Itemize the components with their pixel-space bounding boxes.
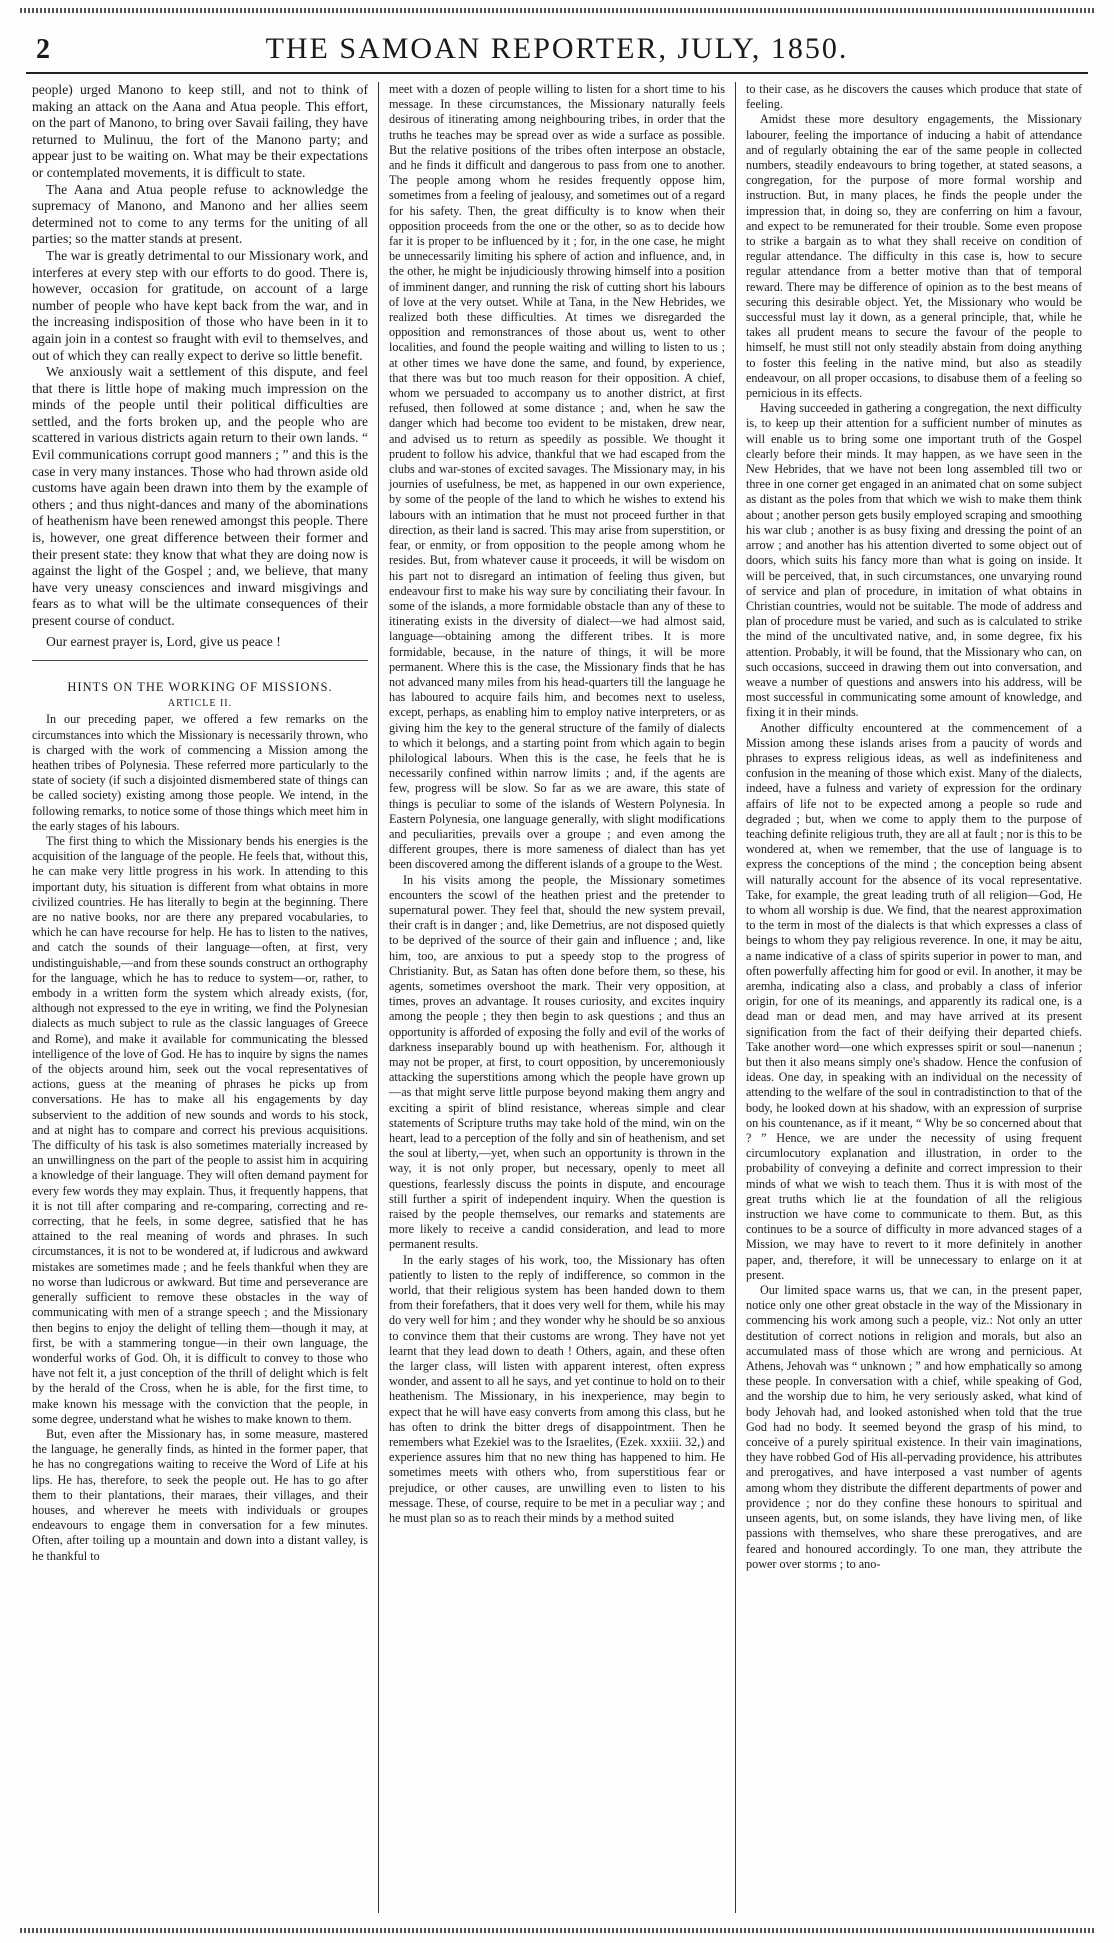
article-label: ARTICLE II.: [167, 697, 233, 709]
text-columns: [22, 82, 1092, 1913]
top-decorative-rule: [20, 8, 1094, 13]
paragraph: to their case, as he discovers the causes which produce that state of feeling.: [746, 82, 1082, 112]
paragraph: In our preceding paper, we offered a few remarks on the circumstances into which the Missionary is necessarily thrown, who is charged with the work of commencing a Mission among the heathen tribes of Polynesia. These referred more particularly to the state of society (if such a disjointed dismembered state of things can be called society) existing among those people. We intend, in the following remarks, to notice some of those things which meet him in the early stages of his labours.: [32, 712, 368, 833]
section-divider: [32, 660, 368, 661]
paragraph: The Aana and Atua people refuse to acknowledge the supremacy of Manono, and Manono and her allies seem determined not to come to any terms for the uniting of all parties; so the matter stands at present.: [32, 181, 368, 247]
paragraph: Another difficulty encountered at the commencement of a Mission among these islands arises from a paucity of words and phrases to express religious ideas, as well as indefiniteness and confusion in the meaning of those which exist. Many of the dialects, indeed, have a fulness and variety of expression for the ordinary affairs of life not to be expected among a people so rude and degraded ; but, when we come to apply them to the purpose of teaching definite religious truth, they are all at fault ; nor is this to be wondered at, when we remember, that the use of language is to express the conceptions of the mind ; the conception being absent will naturally account for the absence of its vocal representative. Take, for example, the great leading truth of all religion—God, He to whom all worship is due. We find, that the nearest approximation to the term in most of the dialects is that which expresses a class of beings to whom they pay religious reverence. In one, it may be aitu, a name indicative of a class of spirits superior in power to man, and often powerfully affecting him for good or evil. In another, it may be aremha, indicating also a class, and probably a class of inferior origin, for one of its meanings, and apparently its radical one, is a dead man or dead men, and may have arrived at its present signification from the fact of their deifying their departed chiefs. Take another word—one which expresses spirit or soul—nanenun ; but then it also means simply one's shadow. Hence the confusion of ideas. One day, in speaking with an individual on the necessity of attending to the welfare of the soul in contradistinction to that of the body, he looked down at his shadow, with an expression of surprise on his countenance, as if it meant, “ Why be so concerned about that ? ” Hence, we are under the necessity of using frequent circumlocutory explanation and illustration, in order to the probability of conveying a definite and correct impression to their minds of what we wish to teach them. Thus it is with most of the great truths which lie at the foundation of all the religious instruction we have come to communicate to them. But, as this continues to be a source of difficulty in more advanced stages of a Mission, we may have to revert to it more definitely in another paper, and, therefore, it will be unnecessary to enlarge on it at present.: [746, 720, 1082, 1282]
article-body: [32, 712, 368, 1563]
paragraph: Our limited space warns us, that we can, in the present paper, notice only one other great obstacle in the way of the Missionary in commencing his work among such a people, viz.: Not only an utter destitution of correct notions in religion and morals, but also an accumulated mass of those which are wrong and pernicious. At Athens, Jehovah was “ unknown ; ” and how emphatically so among these people. In conversation with a chief, while speaking of God, and the worship due to him, he very seriously asked, what kind of body Jehovah had, and looked astonished when told that the true God had no body. It seemed beyond the grasp of his mind, to conceive of a purely spiritual existence. In their vain imaginations, they have robbed God of His all-pervading providence, his attributes and prerogatives, and have interposed a vast number of agents among whom they distribute the different departments of power and providence ; nor do they confine these honours to spiritual and unseen agents, but, on some islands, they have living men, of like passions with themselves, who share these prerogatives, and are feared and honoured accordingly. To one man, they attribute the power over storms ; to ano-: [746, 1283, 1082, 1571]
paragraph: The first thing to which the Missionary bends his energies is the acquisition of the language of the people. He feels that, without this, he can make very little progress in his work. In attending to this important duty, his situation is different from what obtains in more civilized countries. He has literally to begin at the beginning. There are no native books, nor are there any prepared vocabularies, to which he can have recourse for help. He has to listen to the natives, and catch the sounds of their language—often, at first, very undistinguishable,—and from these sounds construct an orthography for the language, which he has to reduce to system—or, rather, to embody in a written form the system which already exists, (for, although not expressed to the eye in writing, we find the Polynesian dialects as much subject to rule as the classic languages of Greece and Rome), and make it available for communicating the blessed intelligence of the love of God. He has to inquire by signs the names of the objects around him, seek out the vocal representatives of actions, guess at the meaning of phrases he picks up from conversations. He has to make all his engagements by day subservient to the addition of new sounds and words to his stock, and at night has to compare and correct his previous acquisitions. The difficulty of his task is also sometimes materially increased by an unwillingness on the part of the people to assist him in acquiring a knowledge of their language. They will often demand payment for every few words they may explain. Thus, it frequently happens, that it is not till after comparing and re-comparing, correcting and re-correcting, that he feels, in some degree, satisfied that he has attained to the real meaning of words and phrases. In such circumstances, it is not to be wondered at, if ludicrous and awkward mistakes are sometimes made ; and he feels thankful when they are no worse than ludicrous or awkward. But time and perseverance are generally sufficient to remove these obstacles in the way of communicating with men of a strange speech ; and the Missionary then begins to enjoy the delight of telling them—though it may, at first, be with a stammering tongue—in their own language, the wonderful works of God. Oh, it is difficult to convey to those who have not felt it, a just conception of the thrill of delight which is felt by the herald of the Cross, when he is able, for the first time, to make known his message with the conviction that the people, in some degree, understand what he wishes to make known to them.: [32, 834, 368, 1426]
paragraph: In the early stages of his work, too, the Missionary has often patiently to listen to the reply of indifference, so common in the world, that their religious system has been handed down to them from their forefathers, that it does very well for them, while his may do very well for him ; and they wonder why he should be so anxious to convince them that their customs are wrong. They have not yet learnt that they lead down to death ! Others, again, and these often the larger class, will listen with apparent interest, often express wonder, and assent to all he says, and yet continue to hold on to their heathenism. The Missionary, in his inexperience, may begin to expect that he will have easy converts from among this class, but he has often to drink the bitter dregs of disappointment. Then he remembers what Ezekiel was to the Israelites, (Ezek. xxxiii. 32,) and experience assures him that no new thing has happened to him. He sometimes meets with others who, from superstitious fear or prejudice, or other causes, are unwilling even to listen to his message. These, of course, require to be met in a peculiar way ; and he must plan so as to reach their minds by a method suited: [389, 1252, 725, 1526]
masthead-title: THE SAMOAN REPORTER, JULY, 1850.: [265, 32, 849, 65]
column-2: [378, 82, 735, 1913]
paragraph: In his visits among the people, the Missionary sometimes encounters the scowl of the heathen priest and the pretender to supernatural power. They feel that, should the new system prevail, their craft is in danger ; and, like Demetrius, are not disposed quietly to be deprived of the source of their gain and influence ; and, like him, too, are anxious to put a speedy stop to the progress of Christianity. But, as Satan has often done before them, so these, his agents, sometimes overshoot the mark. Their very opposition, at times, proves an advantage. It rouses curiosity, and excites inquiry among the people ; they then begin to ask questions ; and thus an opportunity is afforded of exposing the folly and evil of the works of darkness inseparably bound up with heathenism. For, although it may not be proper, at first, to court opposition, by unceremoniously attacking the superstitions among which the people have grown up—as that might serve little purpose beyond making them angry and exciting a spirit of blind resistance, whereas simple and clear statements of Scripture truths may take hold of the mind, win on the heart, lead to a perception of the folly and sin of heathenism, and set the soul at liberty,—yet, when such an opportunity is thrown in the way, it is not only proper, but necessary, openly to meet all questions, fearlessly discuss the points in dispute, and encourage still further a spirit of independent inquiry. When the question is raised by the people themselves, our remarks and statements are more likely to receive a candid consideration, and lead to more permanent results.: [389, 872, 725, 1252]
paragraph: But, even after the Missionary has, in some measure, mastered the language, he generally finds, as hinted in the former paper, that he has no congregations waiting to receive the Word of Life at his lips. He has, therefore, to seek the people out. He has to go after them to their plantations, their maraes, their villages, and their houses, and wherever he meets with individuals or groupes endeavours to engage them in conversation for a few minutes. Often, after toiling up a mountain and down into a distant valley, is he thankful to: [32, 1426, 368, 1563]
paragraph: Amidst these more desultory engagements, the Missionary labourer, feeling the importance of inducing a habit of attendance and of regularly obtaining the ear of the same people in collected numbers, steadily endeavours to bring together, at stated seasons, a congregation, for the purpose of more formal worship and instruction. But, in many places, he finds the people under the impression that, in doing so, they are conferring on him a favour, and expect to be remunerated for their trouble. Some even propose to strike a bargain as to what they shall receive on condition of regular attendance. The difficulty in this case is, how to secure regular attendance from a better motive than that of temporal reward. There may be difference of opinion as to the best means of securing this desirable object. Yet, the Missionary who would be successful must lay it down, as a general principle, that, while he takes all prudent means to secure the favour of the people to himself, he must still not only steadily abstain from doing anything to foster this feeling in the native mind, but also as steadily endeavour, on all proper occasions, to disabuse them of a feeling so pernicious in its effects.: [746, 112, 1082, 401]
bottom-decorative-rule: [20, 1928, 1094, 1933]
paragraph: people) urged Manono to keep still, and not to think of making an attack on the Aana and Atua people. This effort, on the part of Manono, to bring over Savaii failing, they have returned to Mulinuu, the fort of the Manono party; and appear just to be waiting on. What may be their expectations or contemplated movements, it is difficult to state.: [32, 82, 368, 180]
column-3: [735, 82, 1092, 1913]
section-title: HINTS ON THE WORKING OF MISSIONS.: [67, 680, 333, 695]
page-header: [26, 26, 1088, 74]
paragraph: We anxiously wait a settlement of this dispute, and feel that there is little hope of making much impression on the minds of the people until their political difficulties are settled, and the forts broken up, and the people who are scattered in various districts again return to their own lands. “ Evil communications corrupt good manners ; ” and this is the case in very many instances. Those who had thrown aside old customs have again been drawn into them by the example of others ; and thus night-dances and many of the abominations of heathenism have been renewed amongst this people. There is, however, one great difference between their former and their present state: they know that what they are doing now is against the light of the Gospel ; and, we believe, that many have very uneasy consciences and inward misgivings and fears as to what will be the ultimate consequences of their present course of conduct.: [32, 364, 368, 628]
column-1: [22, 82, 378, 1913]
paragraph: Having succeeded in gathering a congregation, the next difficulty is, to keep up their attention for a sufficient number of minutes as will enable us to bring some one important truth of the Gospel clearly before their minds. It may happen, as we have seen in the New Hebrides, that we have not been long assembled till two or three in one corner get engaged in an animated chat on some subject as distant as the poles from that which we wish to make them think about ; another person gets busily employed scraping and smoothing his war club ; another is as busy fixing and dressing the point of an arrow ; and another has his attention diverted to some object out of doors, which suits his fancy more than what is going on inside. It will be perceived, that, in such circumstances, one unvarying round of service and plan of procedure, in imitation of what obtains in Christian countries, would not be suitable. The mode of address and plan of procedure must be varied, and such as is calculated to strike the mind of the uncultivated native, and, in some degree, fix his attention. Probably, it will be found, that the Missionary who can, on such occasions, succeed in drawing them out into conversation, and weave a number of questions and answers into his address, will be most successful in communicating some amount of knowledge, and fixing it in their minds.: [746, 401, 1082, 720]
paragraph: meet with a dozen of people willing to listen for a short time to his message. In these circumstances, the Missionary naturally feels desirous of itinerating among neighbouring tribes, in order that the truths he teaches may be spread over as wide a surface as possible. But the relative positions of the tribes often interpose an obstacle, and he finds it difficult and dangerous to pass from one to another. The people among whom he resides frequently oppose him, sometimes from a feeling of jealousy, and sometimes out of a regard for his safety. Then, the great difficulty is to know when their opposition proceeds from the one or the other, so as to decide how far it is proper to be influenced by it ; for, in the one case, he might be unnecessarily limiting his sphere of action and influence, and, in the other, he might be injudiciously throwing himself into a position of imminent danger, and running the risk of cutting short his labours of love at the very outset. While at Tana, in the New Hebrides, we realized both these difficulties. At times we disregarded the opposition and remonstrances of those about us, went to other localities, and found the people waiting and willing to listen to us ; at other times we have done the same, and found, by experience, that there was but too much reason for their opposition. A chief, whom we persuaded to accompany us to another district, at first refused, then followed at some distance ; and, when he saw the danger which had become too evident to be mistaken, drew near, and advised us to return as speedily as possible. We thought it prudent to follow his advice, thankful that we had escaped from the clubs and war-stones of excited savages. The Missionary may, in his journies of usefulness, be met, as happened in our own experience, by some of the people of the land to which he wishes to extend his labours with an intimation that he must not proceed further in that direction, as their land is sacred. This may arise from superstition, or fear, or enmity, or from opposition to the people among whom he resides. But, from whatever cause it proceeds, it will be wisdom on his part not to disregard an intimation of feeling thus given, but endeavour first to make his way sure by conciliating their favour. In some of the islands, a more formidable obstacle than any of these to itinerating exists in the diversity of dialect—we had almost said, language—obtaining among the different tribes. It is more formidable, because, in the nature of things, it will be more permanent. Where this is the case, the Missionary finds that he has not advanced many miles from his head-quarters till the language he has laboured to acquire fails him, and becomes next to useless, except, perhaps, as enabling him to employ native interpreters, or as giving him the key to the general structure of the family of dialects to which it belongs, and a starting point from which again to begin philological labours. When this is the case, he feels that he is necessarily confined within narrow limits ; and, if the agents are few, progress will be slow. So far as we are aware, this state of things is peculiar to some of the islands of Western Polynesia. In Eastern Polynesia, one language generally, with slight modifications and peculiarities, prevails over a groupe ; and even among the different groupes, there is more sameness of dialect than has yet been discovered among the different islands of a groupe to the West.: [389, 82, 725, 872]
paragraph: The war is greatly detrimental to our Missionary work, and interferes at every step with our efforts to do good. There is, however, occasion for gratitude, on account of a large number of people who have kept back from the war, and in the increasing indisposition of those who have been in it to again join in a contest so fraught with evil to themselves, and out of which they can really expect to derive so little benefit.: [32, 247, 368, 363]
closing-prayer: Our earnest prayer is, Lord, give us peace !: [46, 633, 281, 649]
page-number: 2: [36, 34, 50, 65]
